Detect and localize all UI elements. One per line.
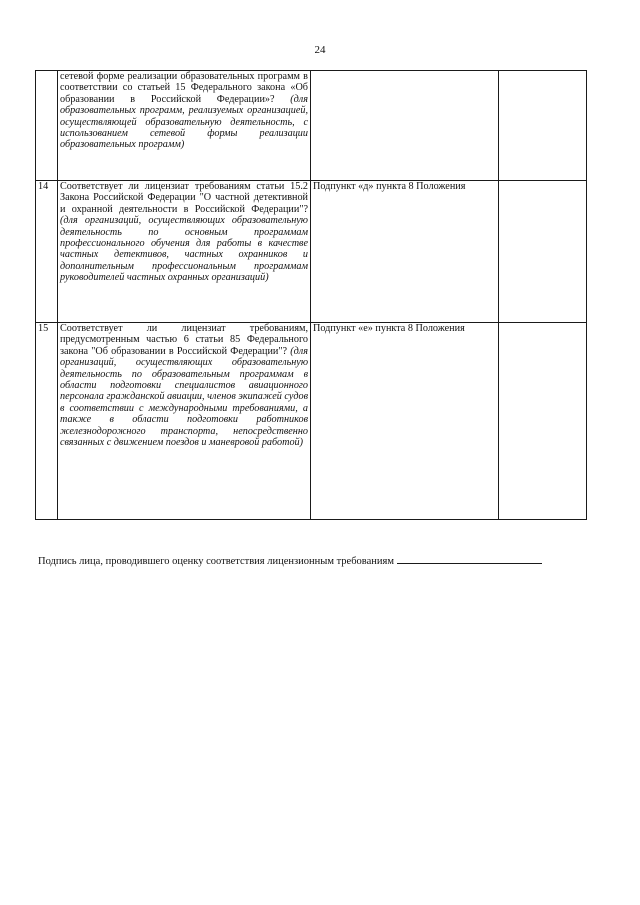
question-note: (для организаций, осуществляющих образовательную деятельность по образовательным программам в области подготовки специалистов авиационного персонала гражданской авиации, членов экипажей судов в соответствии с международными требованиями, а также в области подготовки работников железнодорожного транспорта, непосредственно связанных с движением поездов и маневровой работой) xyxy=(60,345,308,449)
row-number: 14 xyxy=(36,181,58,323)
page-number: 24 xyxy=(314,44,326,56)
requirement-question xyxy=(58,71,311,181)
requirement-question xyxy=(58,181,311,323)
question-note: (для организаций, осуществляющих образовательную деятельность по основным программам профессионального обучения для работы в качестве частных детективов, частных охранников и дополнительным профессиональным программам руководителей частных охранных организаций) xyxy=(60,215,308,284)
question-text: Соответствует ли лицензиат требованиям статьи 15.2 Закона Российской Федерации "О частной детективной и охранной деятельности в Российской Федерации"? xyxy=(60,181,308,215)
question-text: сетевой форме реализации образовательных программ в соответствии со статьей 15 Федерального закона «Об образовании в Российской Федерации»? xyxy=(60,71,308,105)
row-number xyxy=(36,71,58,181)
question-note: (для образовательных программ, реализуемых организацией, осуществляющей образовательную деятельность, с использованием сетевой формы реализации образовательных программ) xyxy=(60,93,308,151)
signature-label: Подпись лица, проводившего оценку соответствия лицензионным требованиям xyxy=(38,556,395,567)
signature-line xyxy=(38,554,590,567)
signature-field[interactable] xyxy=(397,554,542,564)
answer-cell[interactable] xyxy=(499,323,587,520)
requirement-question xyxy=(58,323,311,520)
legal-reference xyxy=(311,71,499,181)
legal-reference: Подпункт «е» пункта 8 Положения xyxy=(311,323,499,520)
table-row xyxy=(36,323,587,520)
table-row xyxy=(36,181,587,323)
legal-reference: Подпункт «д» пункта 8 Положения xyxy=(311,181,499,323)
answer-cell[interactable] xyxy=(499,181,587,323)
question-text: Соответствует ли лицензиат требованиям, предусмотренным частью 6 статьи 85 Федерального закона "Об образовании в Российской Федерации"? xyxy=(60,323,308,357)
requirements-table xyxy=(35,70,587,520)
answer-cell[interactable] xyxy=(499,71,587,181)
row-number: 15 xyxy=(36,323,58,520)
table-row xyxy=(36,71,587,181)
